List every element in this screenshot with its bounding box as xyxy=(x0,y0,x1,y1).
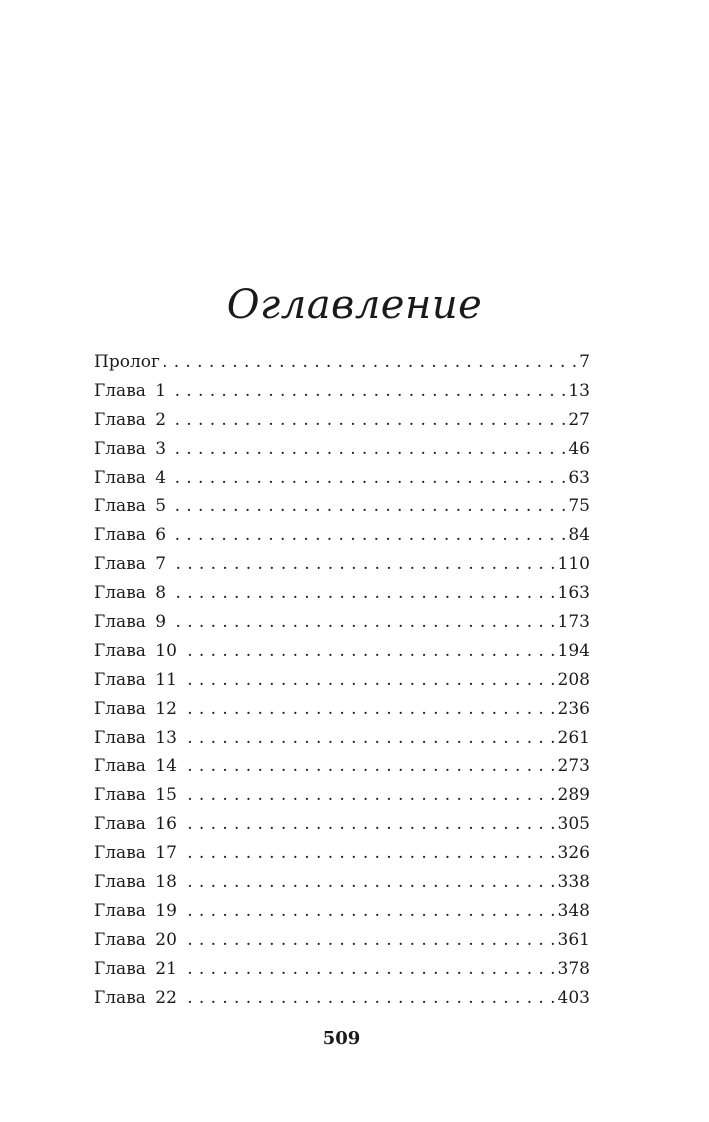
toc-leader-dots xyxy=(170,496,566,516)
toc-entry-page: 326 xyxy=(557,843,590,864)
toc-entry-label: Глава 2 xyxy=(94,409,167,430)
toc-entry-page: 305 xyxy=(557,814,590,835)
toc-entry-page: 403 xyxy=(557,987,590,1008)
toc-entry-label: Глава 12 xyxy=(94,698,177,719)
toc-leader-dots xyxy=(170,381,566,401)
toc-entry-label: Глава 21 xyxy=(94,958,177,979)
toc-entry xyxy=(94,410,590,439)
toc-entry-label: Глава 16 xyxy=(94,814,177,835)
toc-entry-label: Пролог xyxy=(94,352,160,372)
toc-entry-page: 348 xyxy=(557,900,590,921)
toc-entry-label: Глава 19 xyxy=(94,900,177,921)
toc-entry xyxy=(94,381,590,410)
toc-entry xyxy=(94,728,590,757)
toc-entry xyxy=(94,612,590,641)
toc-leader-dots xyxy=(181,699,556,719)
toc-leader-dots xyxy=(170,439,566,459)
toc-entry-page: 63 xyxy=(568,467,590,488)
toc-entry-page: 13 xyxy=(568,380,590,401)
toc-entry-label: Глава 14 xyxy=(94,756,177,777)
toc-leader-dots xyxy=(181,988,556,1008)
toc-entry xyxy=(94,439,590,468)
toc-entry xyxy=(94,814,590,843)
toc-entry xyxy=(94,670,590,699)
toc-title: Оглавление xyxy=(226,282,483,328)
toc-entry xyxy=(94,843,590,872)
toc-entry-label: Глава 3 xyxy=(94,438,167,459)
toc-leader-dots xyxy=(170,612,555,632)
toc-entry-page: 84 xyxy=(568,525,590,546)
toc-entry-label: Глава 11 xyxy=(94,669,177,690)
toc-entry-page: 46 xyxy=(568,438,590,459)
toc-entry-label: Глава 20 xyxy=(94,929,177,950)
toc-entry xyxy=(94,554,590,583)
toc-leader-dots xyxy=(181,814,556,834)
toc-entry-label: Глава 10 xyxy=(94,640,177,661)
toc-list xyxy=(94,352,590,1016)
toc-entry-page: 163 xyxy=(557,583,590,604)
toc-entry xyxy=(94,930,590,959)
toc-entry-label: Глава 7 xyxy=(94,554,167,575)
toc-entry-page: 110 xyxy=(557,554,590,575)
toc-leader-dots xyxy=(181,959,556,979)
toc-leader-dots xyxy=(181,930,556,950)
toc-entry-label: Глава 4 xyxy=(94,467,167,488)
toc-leader-dots xyxy=(164,352,577,372)
toc-leader-dots xyxy=(181,901,556,921)
toc-leader-dots xyxy=(170,525,566,545)
toc-entry xyxy=(94,785,590,814)
toc-entry-page: 289 xyxy=(557,785,590,806)
toc-entry xyxy=(94,583,590,612)
toc-leader-dots xyxy=(181,872,556,892)
toc-entry-label: Глава 17 xyxy=(94,843,177,864)
toc-entry-label: Глава 6 xyxy=(94,525,167,546)
toc-leader-dots xyxy=(170,410,566,430)
toc-entry-label: Глава 9 xyxy=(94,612,167,633)
toc-entry-label: Глава 18 xyxy=(94,872,177,893)
toc-leader-dots xyxy=(181,728,556,748)
toc-entry xyxy=(94,641,590,670)
toc-entry xyxy=(94,468,590,497)
toc-entry-label: Глава 15 xyxy=(94,785,177,806)
toc-entry xyxy=(94,352,590,381)
toc-leader-dots xyxy=(181,785,556,805)
toc-entry-label: Глава 8 xyxy=(94,583,167,604)
toc-entry-page: 338 xyxy=(557,872,590,893)
toc-leader-dots xyxy=(181,670,556,690)
toc-entry-label: Глава 13 xyxy=(94,727,177,748)
toc-leader-dots xyxy=(181,843,556,863)
toc-entry xyxy=(94,496,590,525)
toc-entry-page: 75 xyxy=(568,496,590,517)
toc-entry-page: 173 xyxy=(557,612,590,633)
toc-entry-page: 273 xyxy=(557,756,590,777)
toc-leader-dots xyxy=(170,554,555,574)
toc-entry xyxy=(94,699,590,728)
toc-leader-dots xyxy=(170,468,566,488)
toc-leader-dots xyxy=(181,641,556,661)
toc-entry xyxy=(94,959,590,988)
toc-entry-page: 378 xyxy=(557,958,590,979)
toc-entry-page: 261 xyxy=(557,727,590,748)
toc-leader-dots xyxy=(170,583,555,603)
toc-entry-label: Глава 5 xyxy=(94,496,167,517)
toc-entry-page: 236 xyxy=(557,698,590,719)
toc-entry xyxy=(94,756,590,785)
toc-entry-page: 194 xyxy=(557,640,590,661)
toc-entry-page: 208 xyxy=(557,669,590,690)
toc-entry-page: 361 xyxy=(557,929,590,950)
toc-entry xyxy=(94,872,590,901)
toc-entry xyxy=(94,988,590,1017)
toc-leader-dots xyxy=(181,756,556,776)
page-number: 509 xyxy=(322,1028,361,1049)
toc-entry-page: 7 xyxy=(579,352,590,372)
toc-entry-label: Глава 1 xyxy=(94,380,167,401)
toc-entry xyxy=(94,525,590,554)
toc-entry-label: Глава 22 xyxy=(94,987,177,1008)
toc-entry xyxy=(94,901,590,930)
toc-entry-page: 27 xyxy=(568,409,590,430)
